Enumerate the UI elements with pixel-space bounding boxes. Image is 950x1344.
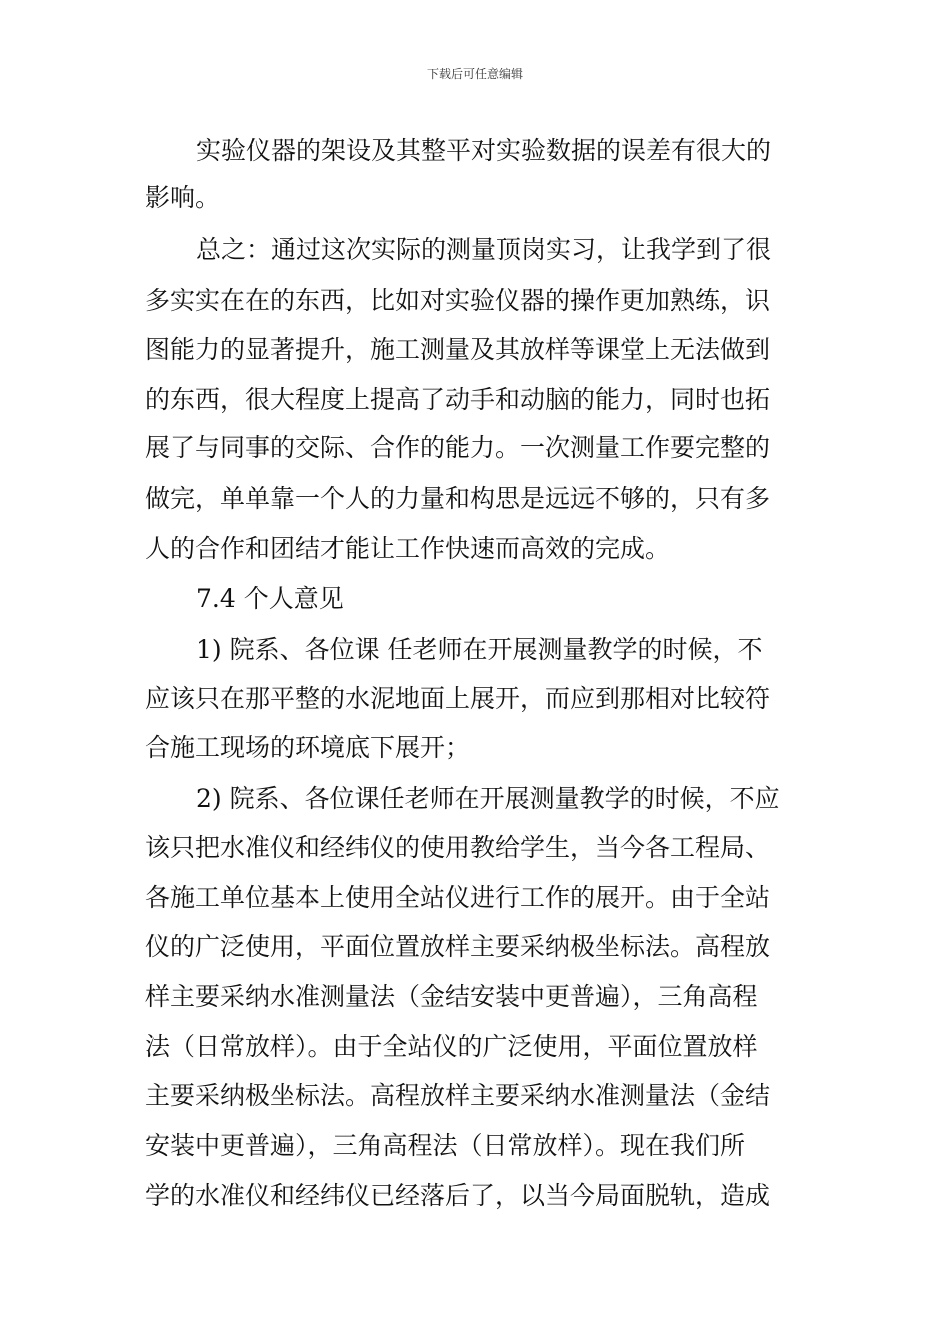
body-text-line: 展了与同事的交际、合作的能力。一次测量工作要完整的 [145, 433, 771, 462]
body-text-line: 学的水准仪和经纬仪已经落后了，以当今局面脱轨，造成 [145, 1181, 771, 1210]
body-text-line: 做完，单单靠一个人的力量和构思是远远不够的，只有多 [145, 484, 771, 513]
body-text-line: 合施工现场的环境底下展开； [145, 733, 471, 762]
body-text-line: 各施工单位基本上使用全站仪进行工作的展开。由于全站 [145, 883, 771, 912]
body-text-line: 多实实在在的东西，比如对实验仪器的操作更加熟练，识 [145, 286, 771, 315]
body-text-line: 样主要采纳水准测量法（金结安装中更普遍），三角高程 [145, 982, 758, 1011]
body-text-line: 仪的广泛使用，平面位置放样主要采纳极坐标法。高程放 [145, 932, 771, 961]
body-text-line: 主要采纳极坐标法。高程放样主要采纳水准测量法（金结 [145, 1081, 771, 1110]
body-text-line: 的东西，很大程度上提高了动手和动脑的能力，同时也拓 [145, 385, 771, 414]
body-text-line: 1) 院系、各位课 任老师在开展测量教学的时候，不 [196, 635, 763, 664]
body-text-line: 法（日常放样）。由于全站仪的广泛使用，平面位置放样 [145, 1032, 758, 1061]
body-text-line: 影响。 [145, 183, 221, 212]
section-heading: 7.4 个人意见 [196, 584, 344, 613]
body-text-line: 该只把水准仪和经纬仪的使用教给学生，当今各工程局、 [145, 833, 771, 862]
body-text-line: 图能力的显著提升，施工测量及其放样等课堂上无法做到 [145, 335, 771, 364]
body-text-line: 总之：通过这次实际的测量顶岗实习，让我学到了很 [196, 235, 772, 264]
body-text-line: 安装中更普遍），三角高程法（日常放样）。现在我们所 [145, 1131, 746, 1160]
body-text-line: 2) 院系、各位课任老师在开展测量教学的时候，不应 [196, 784, 780, 813]
page-header-note: 下载后可任意编辑 [426, 67, 523, 81]
body-text-line: 应该只在那平整的水泥地面上展开，而应到那相对比较符 [145, 684, 771, 713]
body-text-line: 实验仪器的架设及其整平对实验数据的误差有很大的 [196, 136, 772, 165]
body-text-line: 人的合作和团结才能让工作快速而高效的完成。 [145, 534, 671, 563]
